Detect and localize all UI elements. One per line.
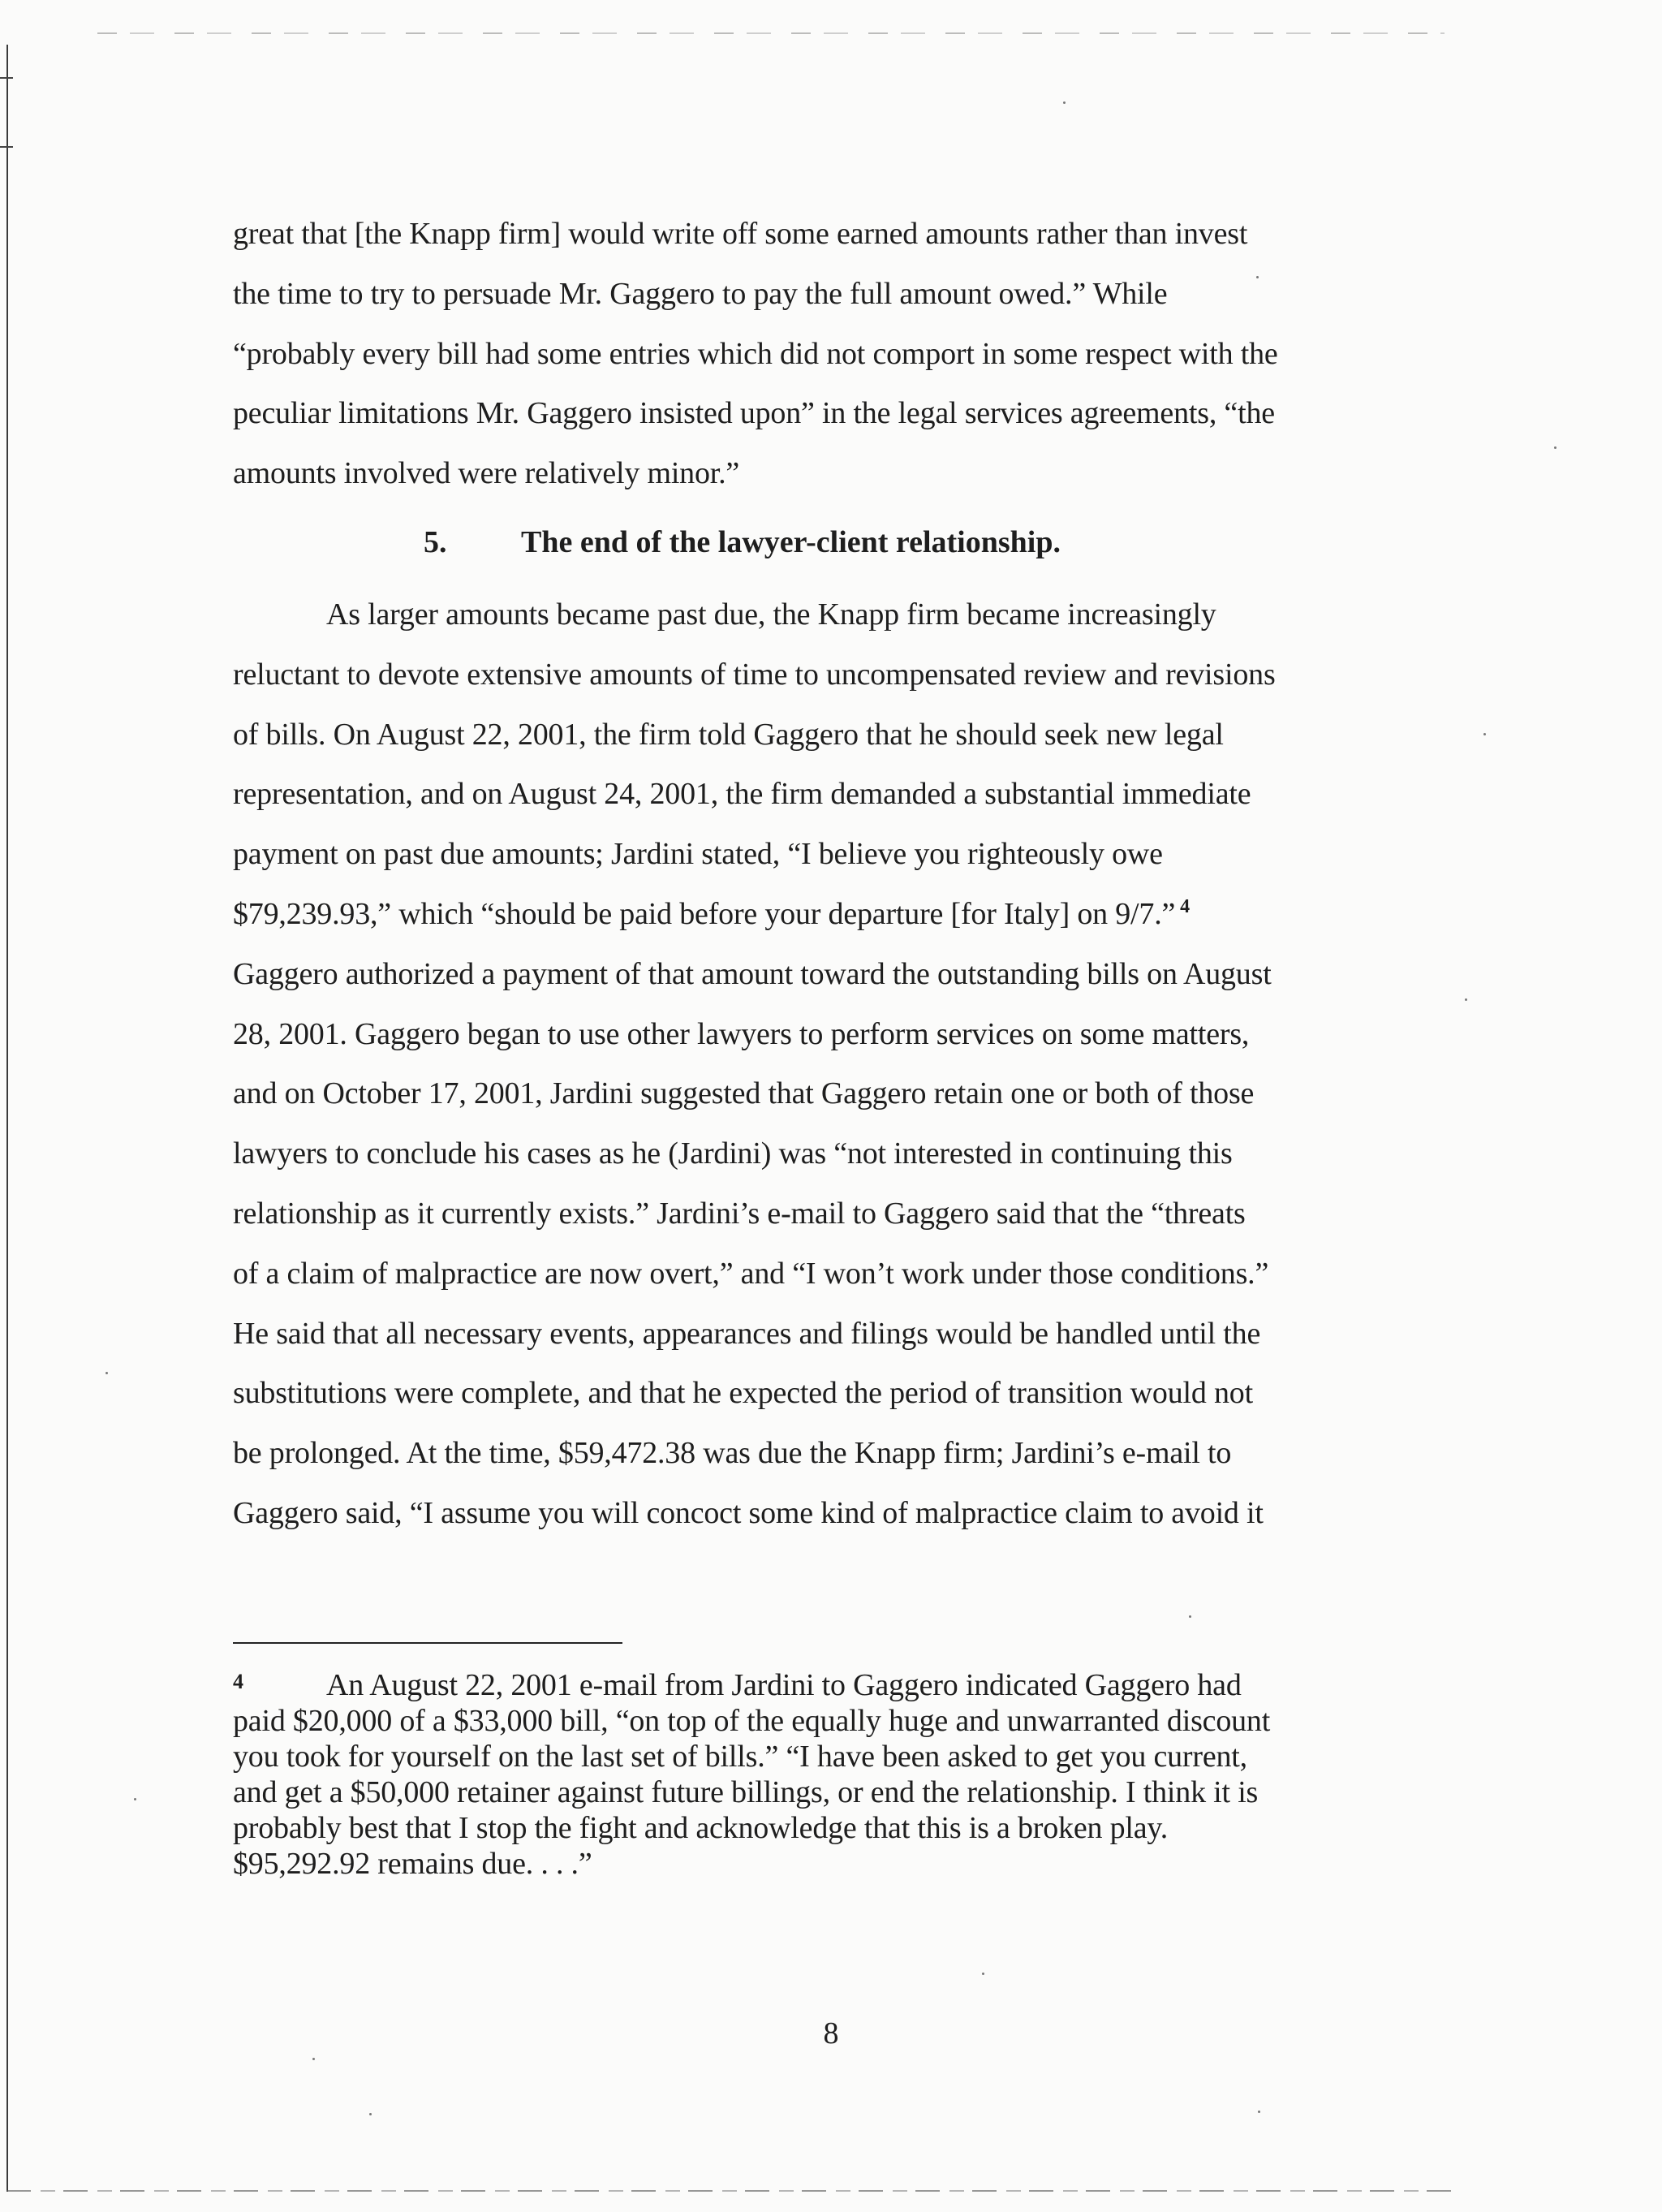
text-line: Gaggero said, “I assume you will concoct some kind of malpractice claim to avoid it xyxy=(233,1495,1264,1530)
text-line: As larger amounts became past due, the Knapp firm became increasingly xyxy=(326,597,1216,632)
section-heading xyxy=(424,524,1061,560)
text-line: amounts involved were relatively minor.” xyxy=(233,456,740,491)
scan-speck xyxy=(1465,998,1467,1001)
text-line: of a claim of malpractice are now overt,” and “I won’t work under those conditions.” xyxy=(233,1256,1269,1291)
text-line: reluctant to devote extensive amounts of time to uncompensated review and revisions xyxy=(233,657,1276,692)
footnote-text-line: probably best that I stop the fight and acknowledge that this is a broken play. xyxy=(233,1811,1169,1845)
scan-speck xyxy=(1063,101,1066,104)
main-paragraph xyxy=(233,585,1434,1544)
scan-speck xyxy=(134,1798,136,1800)
scan-speck xyxy=(105,1372,108,1374)
text-line: great that [the Knapp firm] would write off some earned amounts rather than invest xyxy=(233,217,1248,251)
section-number: 5. xyxy=(424,525,447,559)
footnote-text-line: you took for yourself on the last set of bills.” “I have been asked to get you current, xyxy=(233,1740,1247,1774)
text-line: lawyers to conclude his cases as he (Jardini) was “not interested in continuing this xyxy=(233,1136,1233,1171)
footnote-reference[interactable]: 4 xyxy=(1180,896,1190,918)
scan-speck xyxy=(369,2113,372,2115)
footnote-marker: 4 xyxy=(233,1670,243,1693)
scan-speck xyxy=(312,2058,315,2060)
text-line: of bills. On August 22, 2001, the firm told Gaggero that he should seek new legal xyxy=(233,717,1224,752)
scan-speck xyxy=(1554,446,1557,449)
footnote-text-line: An August 22, 2001 e-mail from Jardini to Gaggero indicated Gaggero had xyxy=(326,1668,1242,1702)
page-number: 8 xyxy=(823,2016,839,2050)
text-line: and on October 17, 2001, Jardini suggested that Gaggero retain one or both of those xyxy=(233,1076,1255,1111)
text-line: He said that all necessary events, appearances and filings would be handled until the xyxy=(233,1316,1261,1351)
scan-edge-tick xyxy=(0,77,13,79)
footnote-text-line: $95,292.92 remains due. . . .” xyxy=(233,1847,592,1881)
text-line: the time to try to persuade Mr. Gaggero to pay the full amount owed.” While xyxy=(233,276,1168,311)
continued-paragraph xyxy=(233,205,1434,504)
footnote-text-line: and get a $50,000 retainer against future billings, or end the relationship. I think it is xyxy=(233,1775,1259,1809)
text-line: “probably every bill had some entries which did not comport in some respect with the xyxy=(233,336,1278,371)
text-line: representation, and on August 24, 2001, the firm demanded a substantial immediate xyxy=(233,777,1251,812)
scan-speck xyxy=(1258,2111,1260,2113)
section-title: The end of the lawyer-client relationship. xyxy=(521,525,1061,559)
text-line-with-footnote-ref xyxy=(233,885,1434,945)
footnote xyxy=(233,1664,1434,1882)
footnote-text-line: paid $20,000 of a $33,000 bill, “on top of the equally huge and unwarranted discount xyxy=(233,1704,1271,1738)
scan-speck xyxy=(1483,733,1486,735)
text-line: Gaggero authorized a payment of that amount toward the outstanding bills on August xyxy=(233,956,1272,991)
text-line: substitutions were complete, and that he expected the period of transition would not xyxy=(233,1376,1253,1411)
text-line: peculiar limitations Mr. Gaggero insisted upon” in the legal services agreements, “the xyxy=(233,396,1275,431)
scan-left-edge xyxy=(6,45,8,2192)
footnote-separator xyxy=(233,1642,622,1644)
footnote-first-line xyxy=(233,1664,1434,1703)
scan-speck xyxy=(1189,1615,1191,1618)
scan-speck xyxy=(1256,276,1259,278)
scan-speck xyxy=(982,1973,984,1975)
text-line: 28, 2001. Gaggero began to use other lawyers to perform services on some matters, xyxy=(233,1016,1250,1051)
scan-edge-tick xyxy=(0,146,13,148)
text-line: $79,239.93,” which “should be paid before your departure [for Italy] on 9/7.” xyxy=(233,896,1176,931)
scan-bottom-edge xyxy=(6,2190,1451,2192)
scan-top-edge xyxy=(97,32,1445,34)
text-line: payment on past due amounts; Jardini stated, “I believe you righteously owe xyxy=(233,837,1163,872)
text-line: be prolonged. At the time, $59,472.38 was due the Knapp firm; Jardini’s e-mail to xyxy=(233,1436,1232,1471)
text-line: relationship as it currently exists.” Jardini’s e-mail to Gaggero said that the “threats xyxy=(233,1196,1246,1231)
